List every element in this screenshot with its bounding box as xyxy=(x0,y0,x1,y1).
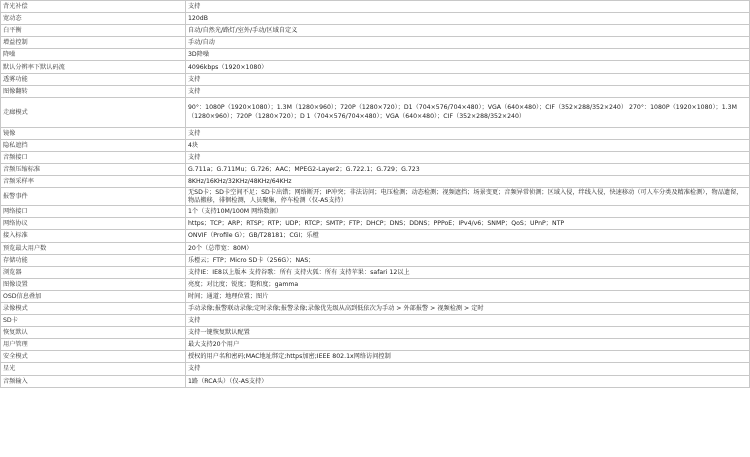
spec-value: 90°：1080P（1920×1080）；1.3M（1280×960）；720P（1280×720）；D1（704×576/704×480）；VGA（640×480）；CIF（352×288/352×240） 270°：1080P（1920×1080）；1.3M（1280×960）；720P（1280×720）；D 1（704×576/704×480）；VGA（640×480）；CIF（352×288/352×240） xyxy=(186,97,750,127)
spec-row xyxy=(1,206,750,218)
spec-label: 增益控制 xyxy=(1,37,186,49)
spec-label: 音频采样率 xyxy=(1,176,186,188)
spec-label: 透雾功能 xyxy=(1,73,186,85)
spec-row xyxy=(1,151,750,163)
spec-label: 隐私遮挡 xyxy=(1,139,186,151)
spec-table-body xyxy=(1,1,750,388)
spec-label: SD卡 xyxy=(1,315,186,327)
spec-label: 镜像 xyxy=(1,127,186,139)
spec-label: 报警事件 xyxy=(1,188,186,206)
spec-label: 默认分辨率下默认码流 xyxy=(1,61,186,73)
spec-label: 安全模式 xyxy=(1,351,186,363)
spec-label: 存储功能 xyxy=(1,254,186,266)
spec-row xyxy=(1,13,750,25)
spec-row xyxy=(1,230,750,242)
spec-value: 支持一键恢复默认配置 xyxy=(186,327,750,339)
spec-value: 亮度；对比度；锐度；饱和度；gamma xyxy=(186,278,750,290)
spec-row xyxy=(1,176,750,188)
spec-label: 浏览器 xyxy=(1,266,186,278)
spec-label: 录像模式 xyxy=(1,302,186,314)
spec-value: 自动/自然光/路灯/室外/手动/区域自定义 xyxy=(186,25,750,37)
spec-row xyxy=(1,25,750,37)
spec-value: 支持 xyxy=(186,73,750,85)
spec-value: 最大支持20个用户 xyxy=(186,339,750,351)
spec-label: 网络协议 xyxy=(1,218,186,230)
spec-value: 时间；通道；地理位置；图片 xyxy=(186,290,750,302)
spec-value: https；TCP；ARP；RTSP；RTP；UDP；RTCP；SMTP；FTP；DHCP；DNS；DDNS；PPPoE；IPv4/v6；SNMP；QoS；UPnP；NTP xyxy=(186,218,750,230)
spec-value: ONVIF（Profile G）；GB/T28181；CGI；乐橙 xyxy=(186,230,750,242)
spec-label: 图像设置 xyxy=(1,278,186,290)
spec-row xyxy=(1,242,750,254)
spec-label: 恢复默认 xyxy=(1,327,186,339)
spec-value: 支持 xyxy=(186,363,750,375)
spec-value: G.711a；G.711Mu；G.726；AAC；MPEG2-Layer2；G.722.1；G.729；G.723 xyxy=(186,164,750,176)
spec-value: 支持IE：IE8以上版本 支持谷歌：所有 支持火狐：所有 支持苹果：safari 12以上 xyxy=(186,266,750,278)
spec-value: 手动录像;报警联动录像;定时录像;报警录像;录像优先级从高到低依次为手动 > 外部报警 > 视频检测 > 定时 xyxy=(186,302,750,314)
spec-row xyxy=(1,37,750,49)
spec-label: 走廊模式 xyxy=(1,97,186,127)
spec-row xyxy=(1,73,750,85)
spec-label: 背光补偿 xyxy=(1,1,186,13)
spec-label: 音频输入 xyxy=(1,375,186,387)
spec-row xyxy=(1,1,750,13)
spec-label: 预览最大用户数 xyxy=(1,242,186,254)
spec-row xyxy=(1,351,750,363)
spec-label: 接入标准 xyxy=(1,230,186,242)
spec-row xyxy=(1,49,750,61)
spec-value: 3D降噪 xyxy=(186,49,750,61)
spec-value: 20个（总带宽：80M） xyxy=(186,242,750,254)
spec-value: 支持 xyxy=(186,151,750,163)
spec-value: 乐橙云；FTP；Micro SD卡（256G）；NAS； xyxy=(186,254,750,266)
spec-value: 8KHz/16KHz/32KHz/48KHz/64KHz xyxy=(186,176,750,188)
spec-row xyxy=(1,61,750,73)
spec-row xyxy=(1,97,750,127)
spec-label: 降噪 xyxy=(1,49,186,61)
spec-row xyxy=(1,363,750,375)
spec-value: 支持 xyxy=(186,1,750,13)
spec-label: 星光 xyxy=(1,363,186,375)
spec-row xyxy=(1,375,750,387)
spec-value: 支持 xyxy=(186,127,750,139)
spec-row xyxy=(1,127,750,139)
spec-row xyxy=(1,254,750,266)
spec-row xyxy=(1,139,750,151)
spec-label: 网络接口 xyxy=(1,206,186,218)
spec-label: 白平衡 xyxy=(1,25,186,37)
spec-row xyxy=(1,290,750,302)
spec-row xyxy=(1,278,750,290)
spec-row xyxy=(1,302,750,314)
spec-value: 4096kbps（1920×1080） xyxy=(186,61,750,73)
spec-row xyxy=(1,218,750,230)
spec-row xyxy=(1,85,750,97)
spec-value: 120dB xyxy=(186,13,750,25)
spec-value: 手动/自动 xyxy=(186,37,750,49)
spec-row xyxy=(1,164,750,176)
spec-value: 无SD卡；SD卡空间不足；SD卡出错；网络断开；IP冲突；非法访问；电压检测；动态检测；视频遮挡；场景变更；音频异常侦测；区域入侵，绊线入侵，快速移动（可人车分类及精准检测），物品遗留，物品搬移，徘徊检测，人员聚集，停车检测（仅-AS支持） xyxy=(186,188,750,206)
spec-value: 支持 xyxy=(186,85,750,97)
spec-value: 1个（支持10M/100M 网络数据） xyxy=(186,206,750,218)
spec-row xyxy=(1,339,750,351)
spec-label: 用户管理 xyxy=(1,339,186,351)
spec-value: 4块 xyxy=(186,139,750,151)
spec-label: 音频接口 xyxy=(1,151,186,163)
spec-row xyxy=(1,327,750,339)
spec-row xyxy=(1,266,750,278)
spec-row xyxy=(1,315,750,327)
spec-value: 支持 xyxy=(186,315,750,327)
spec-label: 图像翻转 xyxy=(1,85,186,97)
spec-value: 1路（RCA头）（仅-AS支持） xyxy=(186,375,750,387)
spec-label: 宽动态 xyxy=(1,13,186,25)
spec-row xyxy=(1,188,750,206)
spec-label: 音频压缩标准 xyxy=(1,164,186,176)
spec-value: 授权的用户名和密码;MAC地址绑定;https加密;IEEE 802.1x网络访问控制 xyxy=(186,351,750,363)
spec-label: OSD信息叠加 xyxy=(1,290,186,302)
